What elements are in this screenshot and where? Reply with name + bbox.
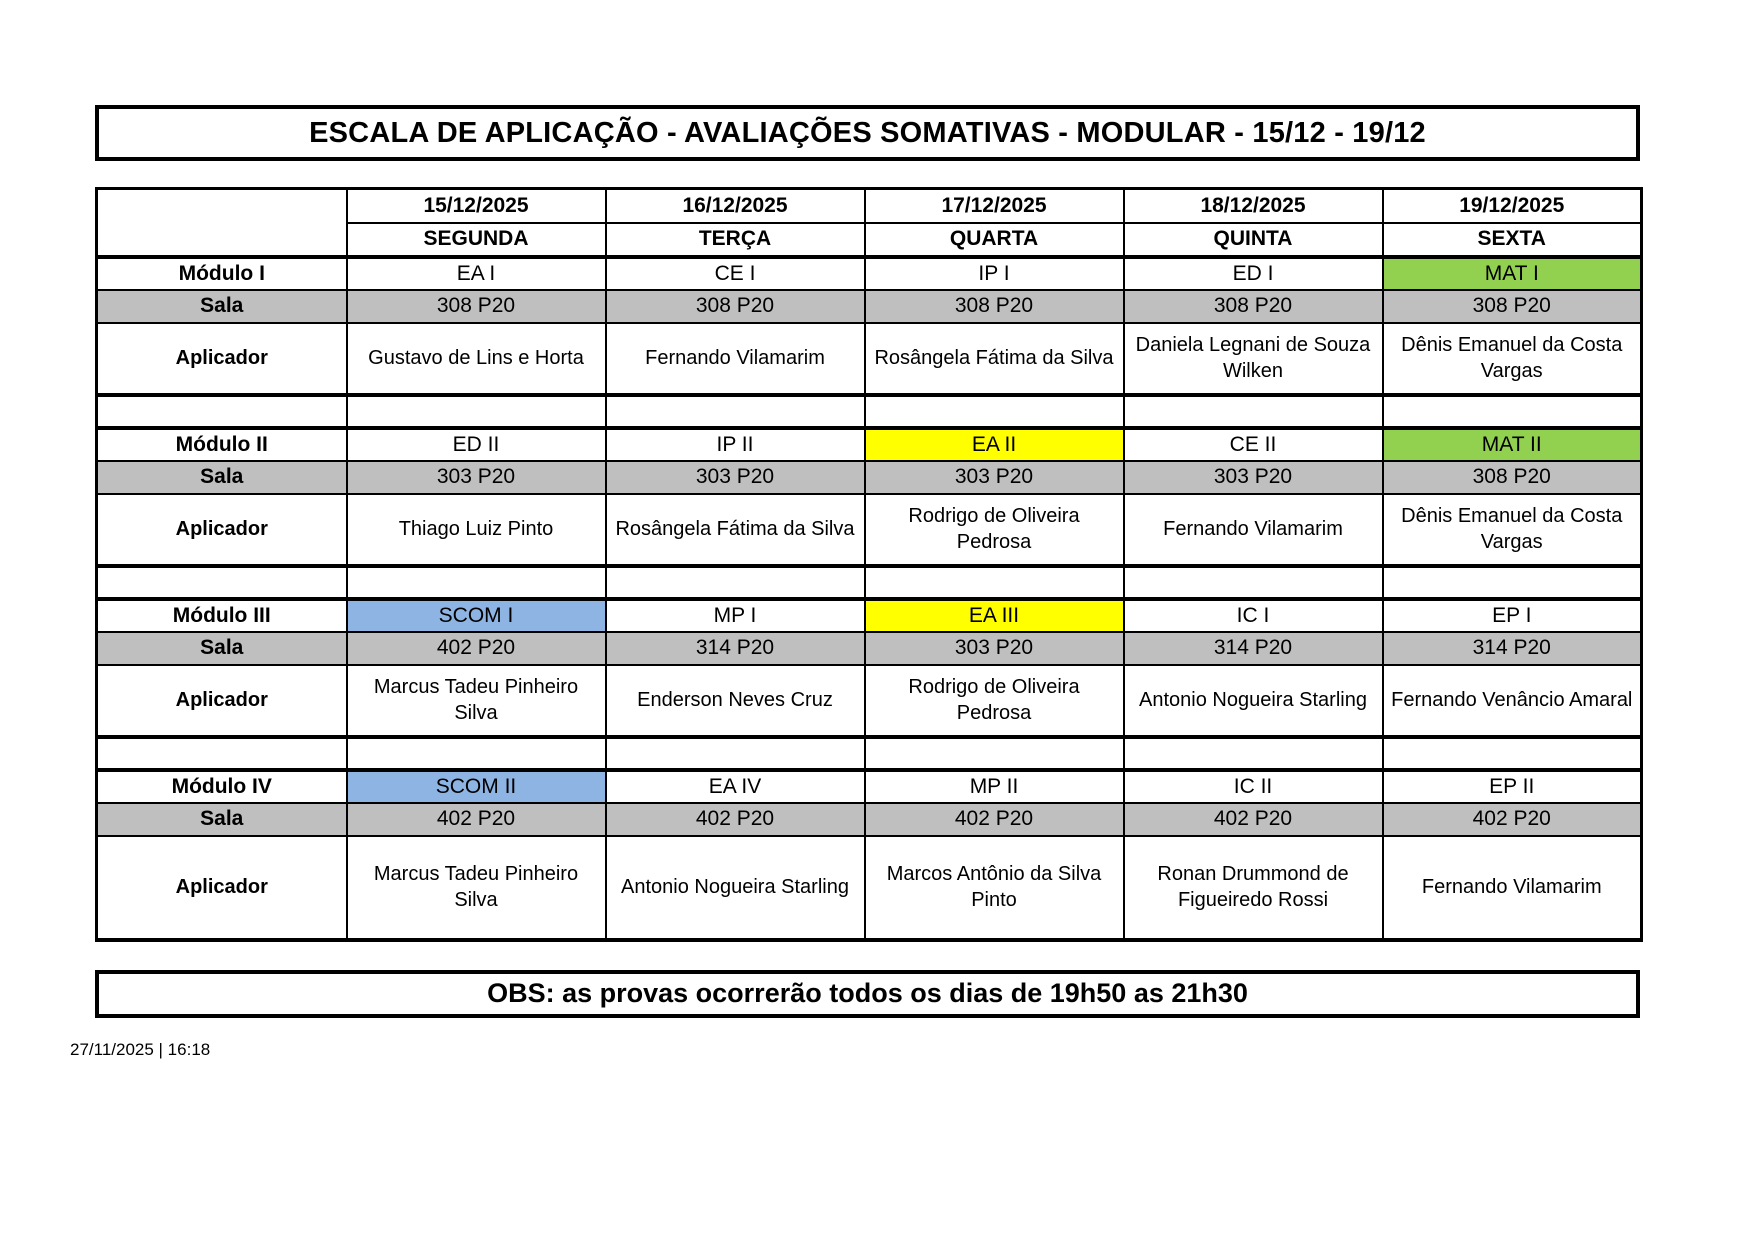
aplicador-cell: Fernando Vilamarim xyxy=(1383,836,1642,940)
print-timestamp: 27/11/2025 | 16:18 xyxy=(70,1040,211,1059)
exam-cell-highlight-green: MAT I xyxy=(1383,257,1642,290)
aplicador-cell: Marcus Tadeu Pinheiro Silva xyxy=(347,665,606,737)
date-header-cell: 16/12/2025 xyxy=(606,189,865,223)
sala-cell: 314 P20 xyxy=(1124,632,1383,665)
aplicador-cell: Fernando Vilamarim xyxy=(1124,494,1383,566)
aplicador-cell: Rodrigo de Oliveira Pedrosa xyxy=(865,494,1124,566)
exam-cell: ED I xyxy=(1124,257,1383,290)
document-title: ESCALA DE APLICAÇÃO - AVALIAÇÕES SOMATIVAS - MODULAR - 15/12 - 19/12 xyxy=(95,105,1640,161)
sala-row-label: Sala xyxy=(97,461,347,494)
exam-cell: MP I xyxy=(606,599,865,632)
aplicador-row-label: Aplicador xyxy=(97,836,347,940)
sala-row xyxy=(97,290,1642,323)
exam-cell: CE I xyxy=(606,257,865,290)
sala-cell: 402 P20 xyxy=(1124,803,1383,836)
sala-cell: 303 P20 xyxy=(865,461,1124,494)
sala-cell: 308 P20 xyxy=(1124,290,1383,323)
date-header-cell: 18/12/2025 xyxy=(1124,189,1383,223)
schedule-table xyxy=(95,187,1643,942)
aplicador-cell: Antonio Nogueira Starling xyxy=(1124,665,1383,737)
weekday-header-cell: QUINTA xyxy=(1124,223,1383,257)
module-row xyxy=(97,428,1642,461)
aplicador-cell: Antonio Nogueira Starling xyxy=(606,836,865,940)
module-row-label: Módulo III xyxy=(97,599,347,632)
date-header-cell: 17/12/2025 xyxy=(865,189,1124,223)
exam-cell-highlight-yellow: EA III xyxy=(865,599,1124,632)
sala-cell: 402 P20 xyxy=(606,803,865,836)
spacer-row xyxy=(97,395,1642,428)
weekday-header-cell: SEGUNDA xyxy=(347,223,606,257)
aplicador-row-label: Aplicador xyxy=(97,665,347,737)
aplicador-cell: Enderson Neves Cruz xyxy=(606,665,865,737)
corner-cell xyxy=(97,189,347,257)
exam-cell-highlight-green: MAT II xyxy=(1383,428,1642,461)
exam-cell: IP I xyxy=(865,257,1124,290)
sala-cell: 308 P20 xyxy=(347,290,606,323)
sala-row-label: Sala xyxy=(97,290,347,323)
sala-cell: 314 P20 xyxy=(1383,632,1642,665)
aplicador-row xyxy=(97,665,1642,737)
exam-cell: MP II xyxy=(865,770,1124,803)
obs-note: OBS: as provas ocorrerão todos os dias de 19h50 as 21h30 xyxy=(95,970,1640,1018)
sala-row-label: Sala xyxy=(97,803,347,836)
aplicador-cell: Rosângela Fátima da Silva xyxy=(865,323,1124,395)
exam-cell: CE II xyxy=(1124,428,1383,461)
module-row-label: Módulo IV xyxy=(97,770,347,803)
sala-cell: 308 P20 xyxy=(1383,290,1642,323)
weekday-header-cell: SEXTA xyxy=(1383,223,1642,257)
exam-cell: EP II xyxy=(1383,770,1642,803)
aplicador-row xyxy=(97,323,1642,395)
aplicador-cell: Marcus Tadeu Pinheiro Silva xyxy=(347,836,606,940)
spacer-row xyxy=(97,566,1642,599)
aplicador-row xyxy=(97,494,1642,566)
sala-row xyxy=(97,632,1642,665)
weekday-header-cell: TERÇA xyxy=(606,223,865,257)
sala-cell: 402 P20 xyxy=(865,803,1124,836)
aplicador-row-label: Aplicador xyxy=(97,323,347,395)
sala-cell: 402 P20 xyxy=(347,803,606,836)
aplicador-cell: Daniela Legnani de Souza Wilken xyxy=(1124,323,1383,395)
module-row xyxy=(97,599,1642,632)
aplicador-cell: Fernando Venâncio Amaral xyxy=(1383,665,1642,737)
date-header-row xyxy=(97,189,1642,223)
sala-cell: 303 P20 xyxy=(865,632,1124,665)
aplicador-cell: Dênis Emanuel da Costa Vargas xyxy=(1383,323,1642,395)
aplicador-cell: Marcos Antônio da Silva Pinto xyxy=(865,836,1124,940)
exam-cell: ED II xyxy=(347,428,606,461)
sala-row xyxy=(97,803,1642,836)
aplicador-cell: Rodrigo de Oliveira Pedrosa xyxy=(865,665,1124,737)
sala-cell: 303 P20 xyxy=(606,461,865,494)
exam-cell: IC I xyxy=(1124,599,1383,632)
module-row-label: Módulo I xyxy=(97,257,347,290)
exam-cell: EA IV xyxy=(606,770,865,803)
exam-cell-highlight-blue: SCOM II xyxy=(347,770,606,803)
date-header-cell: 15/12/2025 xyxy=(347,189,606,223)
aplicador-row-label: Aplicador xyxy=(97,494,347,566)
spacer-row xyxy=(97,737,1642,770)
sala-cell: 308 P20 xyxy=(865,290,1124,323)
exam-cell: IP II xyxy=(606,428,865,461)
sala-cell: 314 P20 xyxy=(606,632,865,665)
aplicador-cell: Fernando Vilamarim xyxy=(606,323,865,395)
sala-cell: 402 P20 xyxy=(1383,803,1642,836)
aplicador-cell: Rosângela Fátima da Silva xyxy=(606,494,865,566)
schedule-sheet xyxy=(95,105,1640,1018)
module-row-label: Módulo II xyxy=(97,428,347,461)
aplicador-cell: Thiago Luiz Pinto xyxy=(347,494,606,566)
exam-cell-highlight-yellow: EA II xyxy=(865,428,1124,461)
sala-cell: 303 P20 xyxy=(347,461,606,494)
exam-cell: IC II xyxy=(1124,770,1383,803)
exam-cell-highlight-blue: SCOM I xyxy=(347,599,606,632)
sala-cell: 308 P20 xyxy=(606,290,865,323)
date-header-cell: 19/12/2025 xyxy=(1383,189,1642,223)
exam-cell: EA I xyxy=(347,257,606,290)
module-row xyxy=(97,770,1642,803)
aplicador-cell: Gustavo de Lins e Horta xyxy=(347,323,606,395)
sala-cell: 402 P20 xyxy=(347,632,606,665)
aplicador-row xyxy=(97,836,1642,940)
weekday-header-cell: QUARTA xyxy=(865,223,1124,257)
exam-cell: EP I xyxy=(1383,599,1642,632)
sala-cell: 308 P20 xyxy=(1383,461,1642,494)
aplicador-cell: Ronan Drummond de Figueiredo Rossi xyxy=(1124,836,1383,940)
module-row xyxy=(97,257,1642,290)
sala-cell: 303 P20 xyxy=(1124,461,1383,494)
sala-row xyxy=(97,461,1642,494)
aplicador-cell: Dênis Emanuel da Costa Vargas xyxy=(1383,494,1642,566)
sala-row-label: Sala xyxy=(97,632,347,665)
